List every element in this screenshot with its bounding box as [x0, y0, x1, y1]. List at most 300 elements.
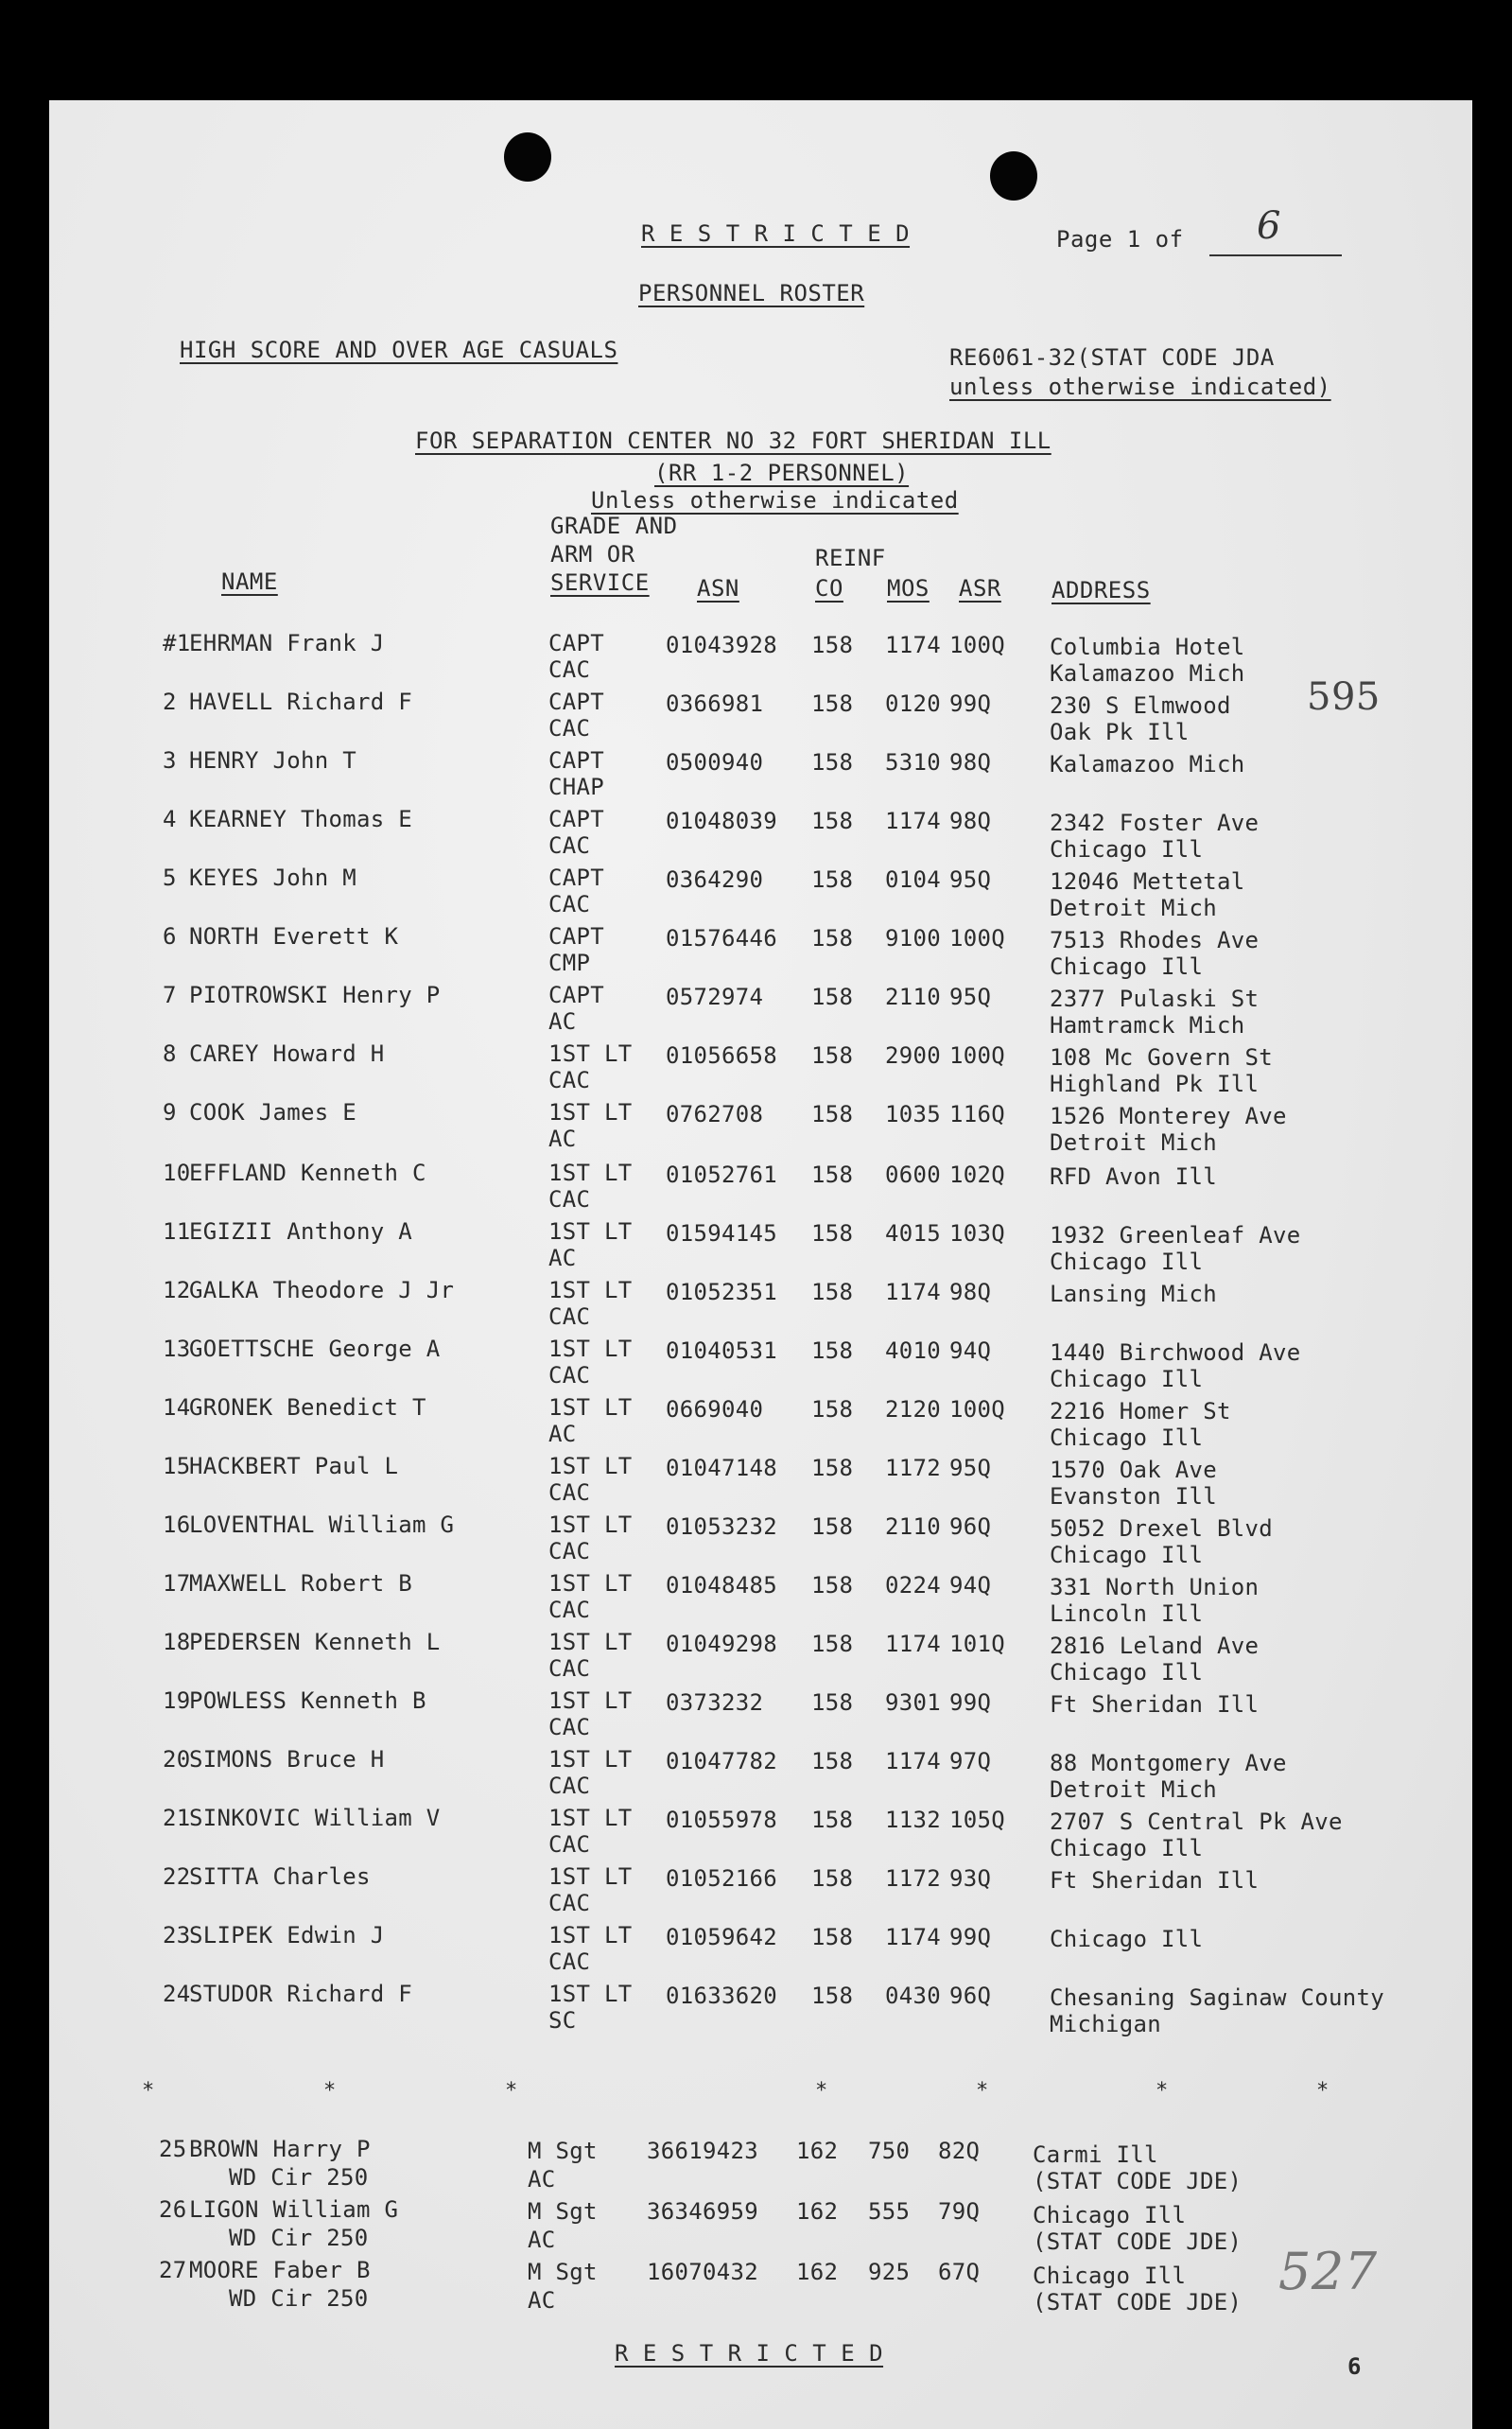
col-co: CO [815, 575, 843, 602]
row-asn: 01040531 [666, 1337, 777, 1364]
row-circular: WD Cir 250 [229, 2225, 369, 2251]
row-reinf-co: 158 [811, 866, 854, 893]
row-mos: 1174 [885, 1631, 941, 1657]
separator-star: * [142, 2079, 155, 2103]
row-grade: CAPT [548, 630, 604, 656]
row-address-line2: Chicago Ill [1050, 1542, 1204, 1568]
row-address-line2: (STAT CODE JDE) [1033, 2228, 1243, 2255]
row-arm: CMP [548, 950, 591, 976]
row-number: 14 [163, 1394, 191, 1421]
row-asr: 96Q [949, 1513, 992, 1540]
row-asn: 0669040 [666, 1396, 764, 1423]
row-name: EHRMAN Frank J [189, 630, 385, 656]
row-asn: 01048039 [666, 808, 777, 834]
row-address-line2: (STAT CODE JDE) [1033, 2289, 1243, 2315]
row-arm: CAC [548, 1948, 591, 1975]
row-grade: 1ST LT [548, 1746, 633, 1773]
row-asr: 99Q [949, 1924, 992, 1950]
separator-star: * [1316, 2079, 1330, 2103]
row-asr: 99Q [949, 1689, 992, 1716]
row-asr: 96Q [949, 1983, 992, 2009]
row-arm: CAC [548, 891, 591, 917]
page-total-underline [1209, 254, 1342, 256]
row-address-line2: Kalamazoo Mich [1050, 660, 1245, 687]
row-asn: 0572974 [666, 984, 764, 1010]
row-grade: 1ST LT [548, 1570, 633, 1597]
row-number: 22 [163, 1863, 191, 1890]
row-number: 27 [159, 2257, 187, 2283]
row-asn: 01052351 [666, 1279, 777, 1305]
row-name: POWLESS Kenneth B [189, 1687, 426, 1714]
row-number: 21 [163, 1805, 191, 1831]
row-reinf-co: 158 [811, 1631, 854, 1657]
row-name: CAREY Howard H [189, 1040, 385, 1067]
row-grade: 1ST LT [548, 1922, 633, 1948]
row-grade: CAPT [548, 747, 604, 774]
row-asn: 01576446 [666, 925, 777, 952]
row-address-line2: Detroit Mich [1050, 1776, 1217, 1803]
row-arm: CAC [548, 832, 591, 859]
row-grade: 1ST LT [548, 1160, 633, 1186]
separator-star: * [976, 2079, 989, 2103]
row-number: 15 [163, 1453, 191, 1479]
row-reinf-co: 158 [811, 1689, 854, 1716]
row-reinf-co: 162 [796, 2138, 839, 2164]
row-name: MAXWELL Robert B [189, 1570, 412, 1597]
row-address-line1: Kalamazoo Mich [1050, 751, 1245, 778]
row-arm: CAC [548, 1067, 591, 1093]
row-asr: 95Q [949, 984, 992, 1010]
row-number: 24 [163, 1981, 191, 2007]
row-address-line1: Ft Sheridan Ill [1050, 1867, 1260, 1894]
row-arm: AC [548, 1421, 577, 1447]
row-number: 13 [163, 1336, 191, 1362]
row-mos: 1172 [885, 1865, 941, 1892]
row-grade: CAPT [548, 982, 604, 1008]
row-number: 2 [163, 689, 177, 715]
row-reinf-co: 162 [796, 2259, 839, 2285]
row-name: SITTA Charles [189, 1863, 371, 1890]
row-asn: 01049298 [666, 1631, 777, 1657]
row-number: 8 [163, 1040, 177, 1067]
row-address-line2: Chicago Ill [1050, 1366, 1204, 1392]
row-address-line1: Chesaning Saginaw County [1050, 1984, 1384, 2011]
row-arm: AC [548, 1245, 577, 1271]
stamp-number: 595 [1307, 675, 1381, 719]
row-reinf-co: 158 [811, 1220, 854, 1247]
row-reinf-co: 158 [811, 1101, 854, 1127]
row-number: 26 [159, 2196, 187, 2223]
row-address-line1: 5052 Drexel Blvd [1050, 1515, 1273, 1542]
row-address-line1: 1440 Birchwood Ave [1050, 1339, 1301, 1366]
row-asn: 01053232 [666, 1513, 777, 1540]
row-arm: CAC [548, 1714, 591, 1740]
row-asn: 01059642 [666, 1924, 777, 1950]
row-asn: 01052166 [666, 1865, 777, 1892]
row-mos: 555 [868, 2198, 911, 2225]
row-grade: 1ST LT [548, 1512, 633, 1538]
row-mos: 9301 [885, 1689, 941, 1716]
corner-mark: 6 [1347, 2353, 1362, 2380]
row-circular: WD Cir 250 [229, 2285, 369, 2312]
row-name: BROWN Harry P [189, 2136, 371, 2162]
row-arm: CHAP [548, 774, 604, 800]
row-name: PIOTROWSKI Henry P [189, 982, 441, 1008]
row-asr: 99Q [949, 690, 992, 717]
row-asn: 0762708 [666, 1101, 764, 1127]
row-address-line1: 331 North Union [1050, 1574, 1260, 1600]
row-name: NORTH Everett K [189, 923, 399, 950]
row-address-line2: Lincoln Ill [1050, 1600, 1204, 1627]
col-grade-1: GRADE AND [550, 513, 678, 539]
col-name: NAME [221, 568, 278, 595]
row-mos: 1035 [885, 1101, 941, 1127]
row-asn: 0364290 [666, 866, 764, 893]
row-address-line1: 2377 Pulaski St [1050, 986, 1260, 1012]
col-mos: MOS [887, 575, 930, 602]
personnel-note: (RR 1-2 PERSONNEL) [654, 460, 910, 486]
row-address-line1: 2816 Leland Ave [1050, 1633, 1260, 1659]
row-address-line2: Hamtramck Mich [1050, 1012, 1245, 1039]
row-asr: 102Q [949, 1162, 1005, 1188]
row-grade: 1ST LT [548, 1687, 633, 1714]
row-name: SIMONS Bruce H [189, 1746, 385, 1773]
row-address-line1: 108 Mc Govern St [1050, 1044, 1273, 1071]
row-name: GRONEK Benedict T [189, 1394, 426, 1421]
row-number: 20 [163, 1746, 191, 1773]
row-reinf-co: 158 [811, 925, 854, 952]
row-grade: 1ST LT [548, 1629, 633, 1655]
row-name: EGIZII Anthony A [189, 1218, 412, 1245]
row-mos: 1174 [885, 1748, 941, 1774]
row-asr: 93Q [949, 1865, 992, 1892]
row-asn: 01594145 [666, 1220, 777, 1247]
row-arm: CAC [548, 1890, 591, 1916]
row-reinf-co: 158 [811, 1162, 854, 1188]
row-reinf-co: 158 [811, 749, 854, 776]
row-reinf-co: 158 [811, 1042, 854, 1069]
row-asn: 01048485 [666, 1572, 777, 1599]
handwritten-note: 527 [1278, 2242, 1378, 2301]
row-asr: 100Q [949, 1396, 1005, 1423]
col-address: ADDRESS [1051, 577, 1151, 603]
row-reinf-co: 158 [811, 808, 854, 834]
row-number: 10 [163, 1160, 191, 1186]
row-mos: 0600 [885, 1162, 941, 1188]
row-address-line2: Chicago Ill [1050, 1835, 1204, 1861]
row-address-line1: RFD Avon Ill [1050, 1163, 1217, 1190]
row-grade: CAPT [548, 923, 604, 950]
roster-title: PERSONNEL ROSTER [638, 280, 865, 306]
row-mos: 2900 [885, 1042, 941, 1069]
row-address-line2: Evanston Ill [1050, 1483, 1217, 1510]
row-reinf-co: 158 [811, 984, 854, 1010]
row-mos: 0104 [885, 866, 941, 893]
row-arm: CAC [548, 1479, 591, 1506]
row-asr: 98Q [949, 749, 992, 776]
row-asn: 36346959 [647, 2198, 758, 2225]
row-address-line1: 230 S Elmwood [1050, 692, 1231, 719]
row-name: MOORE Faber B [189, 2257, 371, 2283]
row-number: 11 [163, 1218, 191, 1245]
row-arm: CAC [548, 1831, 591, 1858]
row-arm: AC [528, 2166, 556, 2193]
row-name: SLIPEK Edwin J [189, 1922, 385, 1948]
row-number: 5 [163, 865, 177, 891]
row-mos: 1174 [885, 1279, 941, 1305]
row-asn: 01633620 [666, 1983, 777, 2009]
row-arm: CAC [548, 715, 591, 742]
row-arm: CAC [548, 1597, 591, 1623]
row-arm: AC [548, 1008, 577, 1035]
row-address-line1: 2707 S Central Pk Ave [1050, 1809, 1343, 1835]
row-address-line2: Michigan [1050, 2011, 1161, 2037]
row-asn: 01047148 [666, 1455, 777, 1481]
row-address-line2: Chicago Ill [1050, 1659, 1204, 1686]
row-grade: CAPT [548, 865, 604, 891]
row-address-line1: 1526 Monterey Ave [1050, 1103, 1287, 1129]
row-address-line1: 12046 Mettetal [1050, 868, 1245, 895]
row-asr: 95Q [949, 866, 992, 893]
row-asr: 95Q [949, 1455, 992, 1481]
row-name: LOVENTHAL William G [189, 1512, 455, 1538]
row-asr: 82Q [938, 2138, 981, 2164]
row-reinf-co: 158 [811, 1572, 854, 1599]
row-number: 3 [163, 747, 177, 774]
document-page [49, 100, 1472, 2429]
row-number: 23 [163, 1922, 191, 1948]
row-address-line1: Columbia Hotel [1050, 634, 1245, 660]
row-address-line2: Chicago Ill [1050, 1424, 1204, 1451]
row-grade: 1ST LT [548, 1453, 633, 1479]
row-asr: 79Q [938, 2198, 981, 2225]
row-arm: AC [528, 2227, 556, 2253]
row-name: KEYES John M [189, 865, 356, 891]
row-grade: 1ST LT [548, 1277, 633, 1303]
row-name: HAVELL Richard F [189, 689, 412, 715]
row-asr: 116Q [949, 1101, 1005, 1127]
row-address-line1: 1570 Oak Ave [1050, 1457, 1217, 1483]
row-grade: M Sgt [528, 2259, 598, 2285]
row-name: COOK James E [189, 1099, 356, 1126]
row-number: 7 [163, 982, 177, 1008]
row-arm: SC [548, 2007, 577, 2034]
row-mos: 5310 [885, 749, 941, 776]
row-number: 18 [163, 1629, 191, 1655]
row-grade: M Sgt [528, 2138, 598, 2164]
separator-star: * [323, 2079, 337, 2103]
row-arm: CAC [548, 1186, 591, 1213]
row-number: 9 [163, 1099, 177, 1126]
unless-note: Unless otherwise indicated [591, 487, 959, 514]
col-grade-2: ARM OR [550, 541, 635, 568]
row-address-line1: Lansing Mich [1050, 1281, 1217, 1307]
row-reinf-co: 158 [811, 1455, 854, 1481]
row-address-line2: Oak Pk Ill [1050, 719, 1190, 745]
row-reinf-co: 158 [811, 1807, 854, 1833]
row-name: LIGON William G [189, 2196, 399, 2223]
group-title: HIGH SCORE AND OVER AGE CASUALS [180, 337, 618, 363]
col-asn: ASN [697, 575, 739, 602]
row-mos: 0120 [885, 690, 941, 717]
row-mos: 1132 [885, 1807, 941, 1833]
separator-star: * [815, 2079, 828, 2103]
row-address-line1: 1932 Greenleaf Ave [1050, 1222, 1301, 1249]
row-address-line2: Chicago Ill [1050, 836, 1204, 863]
row-asn: 01056658 [666, 1042, 777, 1069]
row-asn: 01055978 [666, 1807, 777, 1833]
row-reinf-co: 158 [811, 1748, 854, 1774]
row-address-line1: 7513 Rhodes Ave [1050, 927, 1260, 953]
row-name: HENRY John T [189, 747, 356, 774]
row-grade: 1ST LT [548, 1040, 633, 1067]
row-address-line1: Carmi Ill [1033, 2141, 1158, 2168]
row-name: GALKA Theodore J Jr [189, 1277, 455, 1303]
row-number: 6 [163, 923, 177, 950]
row-arm: CAC [548, 656, 591, 683]
row-grade: M Sgt [528, 2198, 598, 2225]
row-number: 17 [163, 1570, 191, 1597]
row-grade: 1ST LT [548, 1805, 633, 1831]
row-grade: 1ST LT [548, 1981, 633, 2007]
row-arm: CAC [548, 1362, 591, 1389]
row-address-line1: Ft Sheridan Ill [1050, 1691, 1260, 1718]
row-reinf-co: 158 [811, 632, 854, 658]
row-reinf-co: 162 [796, 2198, 839, 2225]
row-mos: 2110 [885, 1513, 941, 1540]
row-arm: AC [548, 1126, 577, 1152]
row-number: 25 [159, 2136, 187, 2162]
row-reinf-co: 158 [811, 1337, 854, 1364]
row-reinf-co: 158 [811, 1865, 854, 1892]
row-asn: 36619423 [647, 2138, 758, 2164]
row-name: KEARNEY Thomas E [189, 806, 412, 832]
row-address-line1: 2342 Foster Ave [1050, 810, 1260, 836]
row-asn: 01047782 [666, 1748, 777, 1774]
row-reinf-co: 158 [811, 1924, 854, 1950]
row-mos: 4015 [885, 1220, 941, 1247]
row-grade: 1ST LT [548, 1336, 633, 1362]
row-grade: 1ST LT [548, 1863, 633, 1890]
row-mos: 750 [868, 2138, 911, 2164]
row-mos: 1174 [885, 1924, 941, 1950]
row-arm: AC [528, 2287, 556, 2314]
row-reinf-co: 158 [811, 1279, 854, 1305]
row-asn: 01043928 [666, 632, 777, 658]
row-number: 16 [163, 1512, 191, 1538]
separator-star: * [505, 2079, 518, 2103]
row-reinf-co: 158 [811, 1396, 854, 1423]
row-mos: 9100 [885, 925, 941, 952]
row-reinf-co: 158 [811, 1983, 854, 2009]
row-name: SINKOVIC William V [189, 1805, 441, 1831]
row-address-line1: Chicago Ill [1050, 1926, 1204, 1952]
stat-code: RE6061-32(STAT CODE JDA [949, 344, 1275, 371]
stat-code-note: unless otherwise indicated) [949, 374, 1331, 400]
row-asr: 97Q [949, 1748, 992, 1774]
row-name: STUDOR Richard F [189, 1981, 412, 2007]
row-asr: 105Q [949, 1807, 1005, 1833]
col-grade-3: SERVICE [550, 569, 650, 596]
row-asr: 100Q [949, 1042, 1005, 1069]
row-arm: CAC [548, 1303, 591, 1330]
row-grade: CAPT [548, 806, 604, 832]
row-mos: 2110 [885, 984, 941, 1010]
row-asr: 103Q [949, 1220, 1005, 1247]
row-arm: CAC [548, 1773, 591, 1799]
row-asr: 100Q [949, 632, 1005, 658]
row-grade: CAPT [548, 689, 604, 715]
row-number: 19 [163, 1687, 191, 1714]
restricted-footer: R E S T R I C T E D [615, 2340, 884, 2367]
row-number: #1 [163, 630, 191, 656]
row-arm: CAC [548, 1655, 591, 1682]
row-mos: 1172 [885, 1455, 941, 1481]
punch-hole [990, 151, 1037, 201]
row-reinf-co: 158 [811, 1513, 854, 1540]
row-mos: 4010 [885, 1337, 941, 1364]
row-asr: 94Q [949, 1572, 992, 1599]
row-grade: 1ST LT [548, 1394, 633, 1421]
separator-star: * [1156, 2079, 1169, 2103]
row-asr: 101Q [949, 1631, 1005, 1657]
row-circular: WD Cir 250 [229, 2164, 369, 2191]
page-label: Page 1 of [1056, 226, 1184, 253]
row-arm: CAC [548, 1538, 591, 1564]
row-mos: 0224 [885, 1572, 941, 1599]
separation-center: FOR SEPARATION CENTER NO 32 FORT SHERIDAN ILL [415, 428, 1051, 454]
row-number: 12 [163, 1277, 191, 1303]
row-name: HACKBERT Paul L [189, 1453, 399, 1479]
col-reinf: REINF [815, 545, 886, 571]
row-address-line2: Detroit Mich [1050, 895, 1217, 921]
row-address-line2: Chicago Ill [1050, 1249, 1204, 1275]
row-address-line2: Highland Pk Ill [1050, 1071, 1260, 1097]
row-address-line1: Chicago Ill [1033, 2202, 1187, 2228]
row-name: PEDERSEN Kenneth L [189, 1629, 441, 1655]
row-asn: 01052761 [666, 1162, 777, 1188]
row-mos: 925 [868, 2259, 911, 2285]
row-asn: 16070432 [647, 2259, 758, 2285]
row-asr: 67Q [938, 2259, 981, 2285]
row-reinf-co: 158 [811, 690, 854, 717]
restricted-heading: R E S T R I C T E D [641, 220, 911, 247]
row-grade: 1ST LT [548, 1218, 633, 1245]
row-mos: 2120 [885, 1396, 941, 1423]
row-mos: 1174 [885, 808, 941, 834]
page-total: 6 [1257, 204, 1281, 248]
row-address-line2: (STAT CODE JDE) [1033, 2168, 1243, 2194]
row-asn: 0500940 [666, 749, 764, 776]
row-asr: 98Q [949, 1279, 992, 1305]
row-asr: 94Q [949, 1337, 992, 1364]
row-asn: 0366981 [666, 690, 764, 717]
row-address-line1: 88 Montgomery Ave [1050, 1750, 1287, 1776]
col-asr: ASR [959, 575, 1001, 602]
row-address-line2: Detroit Mich [1050, 1129, 1217, 1156]
row-mos: 0430 [885, 1983, 941, 2009]
row-asn: 0373232 [666, 1689, 764, 1716]
row-address-line1: 2216 Homer St [1050, 1398, 1231, 1424]
row-number: 4 [163, 806, 177, 832]
row-mos: 1174 [885, 632, 941, 658]
punch-hole [504, 132, 551, 182]
row-address-line1: Chicago Ill [1033, 2263, 1187, 2289]
row-grade: 1ST LT [548, 1099, 633, 1126]
row-name: GOETTSCHE George A [189, 1336, 441, 1362]
row-asr: 100Q [949, 925, 1005, 952]
row-name: EFFLAND Kenneth C [189, 1160, 426, 1186]
